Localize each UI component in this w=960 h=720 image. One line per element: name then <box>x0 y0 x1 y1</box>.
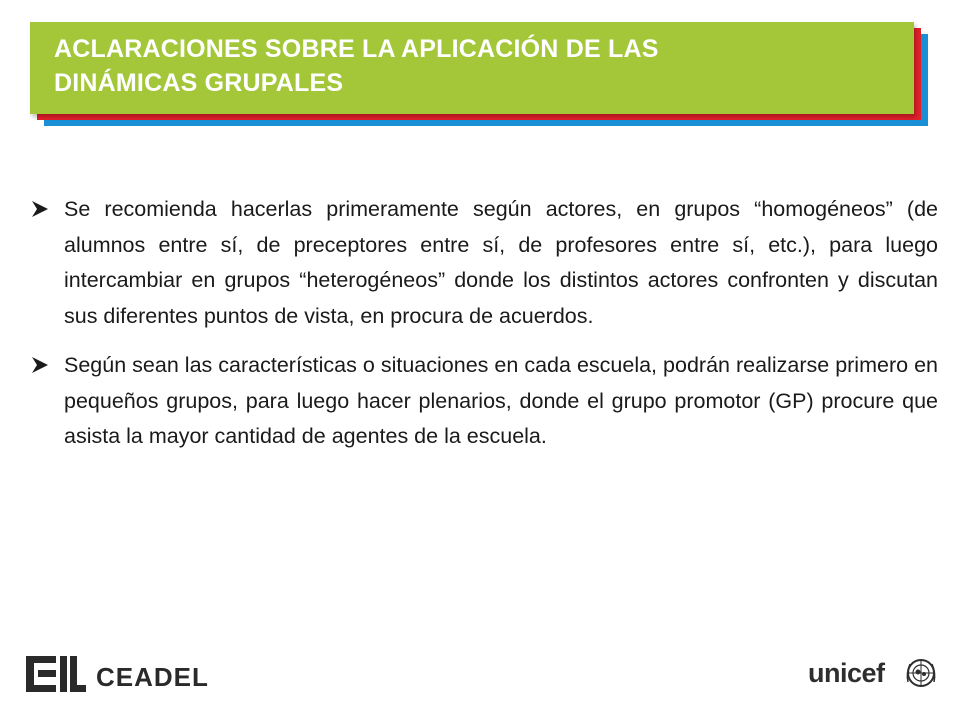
unicef-logo <box>808 650 948 698</box>
unicef-logo-text: unicef <box>808 658 885 688</box>
slide-title-line-2: DINÁMICAS GRUPALES <box>54 69 344 97</box>
ceadel-logo-text: CEADEL <box>96 662 209 692</box>
bullet-text: Según sean las características o situaciones en cada escuela, podrán realizarse primero en pequeños grupos, para luego hacer plenarios, donde el grupo promotor (GP) procure que asista la mayor cantidad de agentes de la escuela. <box>64 353 938 448</box>
ceadel-logo <box>26 650 209 700</box>
bullet-item <box>30 192 938 334</box>
arrow-bullet-icon <box>30 199 50 219</box>
un-emblem-icon <box>904 656 938 690</box>
banner-green-bar <box>30 22 914 114</box>
slide-title-line-1: ACLARACIONES SOBRE LA APLICACIÓN DE LAS <box>54 35 659 63</box>
bullet-text: Se recomienda hacerlas primeramente según actores, en grupos “homogéneos” (de alumnos entre sí, de preceptores entre sí, de profesores entre sí, etc.), para luego intercambiar en grupos “heterogéneos” donde los distintos actores confronten y discutan sus diferentes puntos de vista, en procura de acuerdos. <box>64 197 938 328</box>
slide-title <box>54 32 894 100</box>
bullet-list <box>30 192 938 469</box>
ceadel-logo-mark <box>26 654 88 694</box>
bullet-item <box>30 348 938 455</box>
arrow-bullet-icon <box>30 355 50 375</box>
title-banner <box>30 22 930 132</box>
